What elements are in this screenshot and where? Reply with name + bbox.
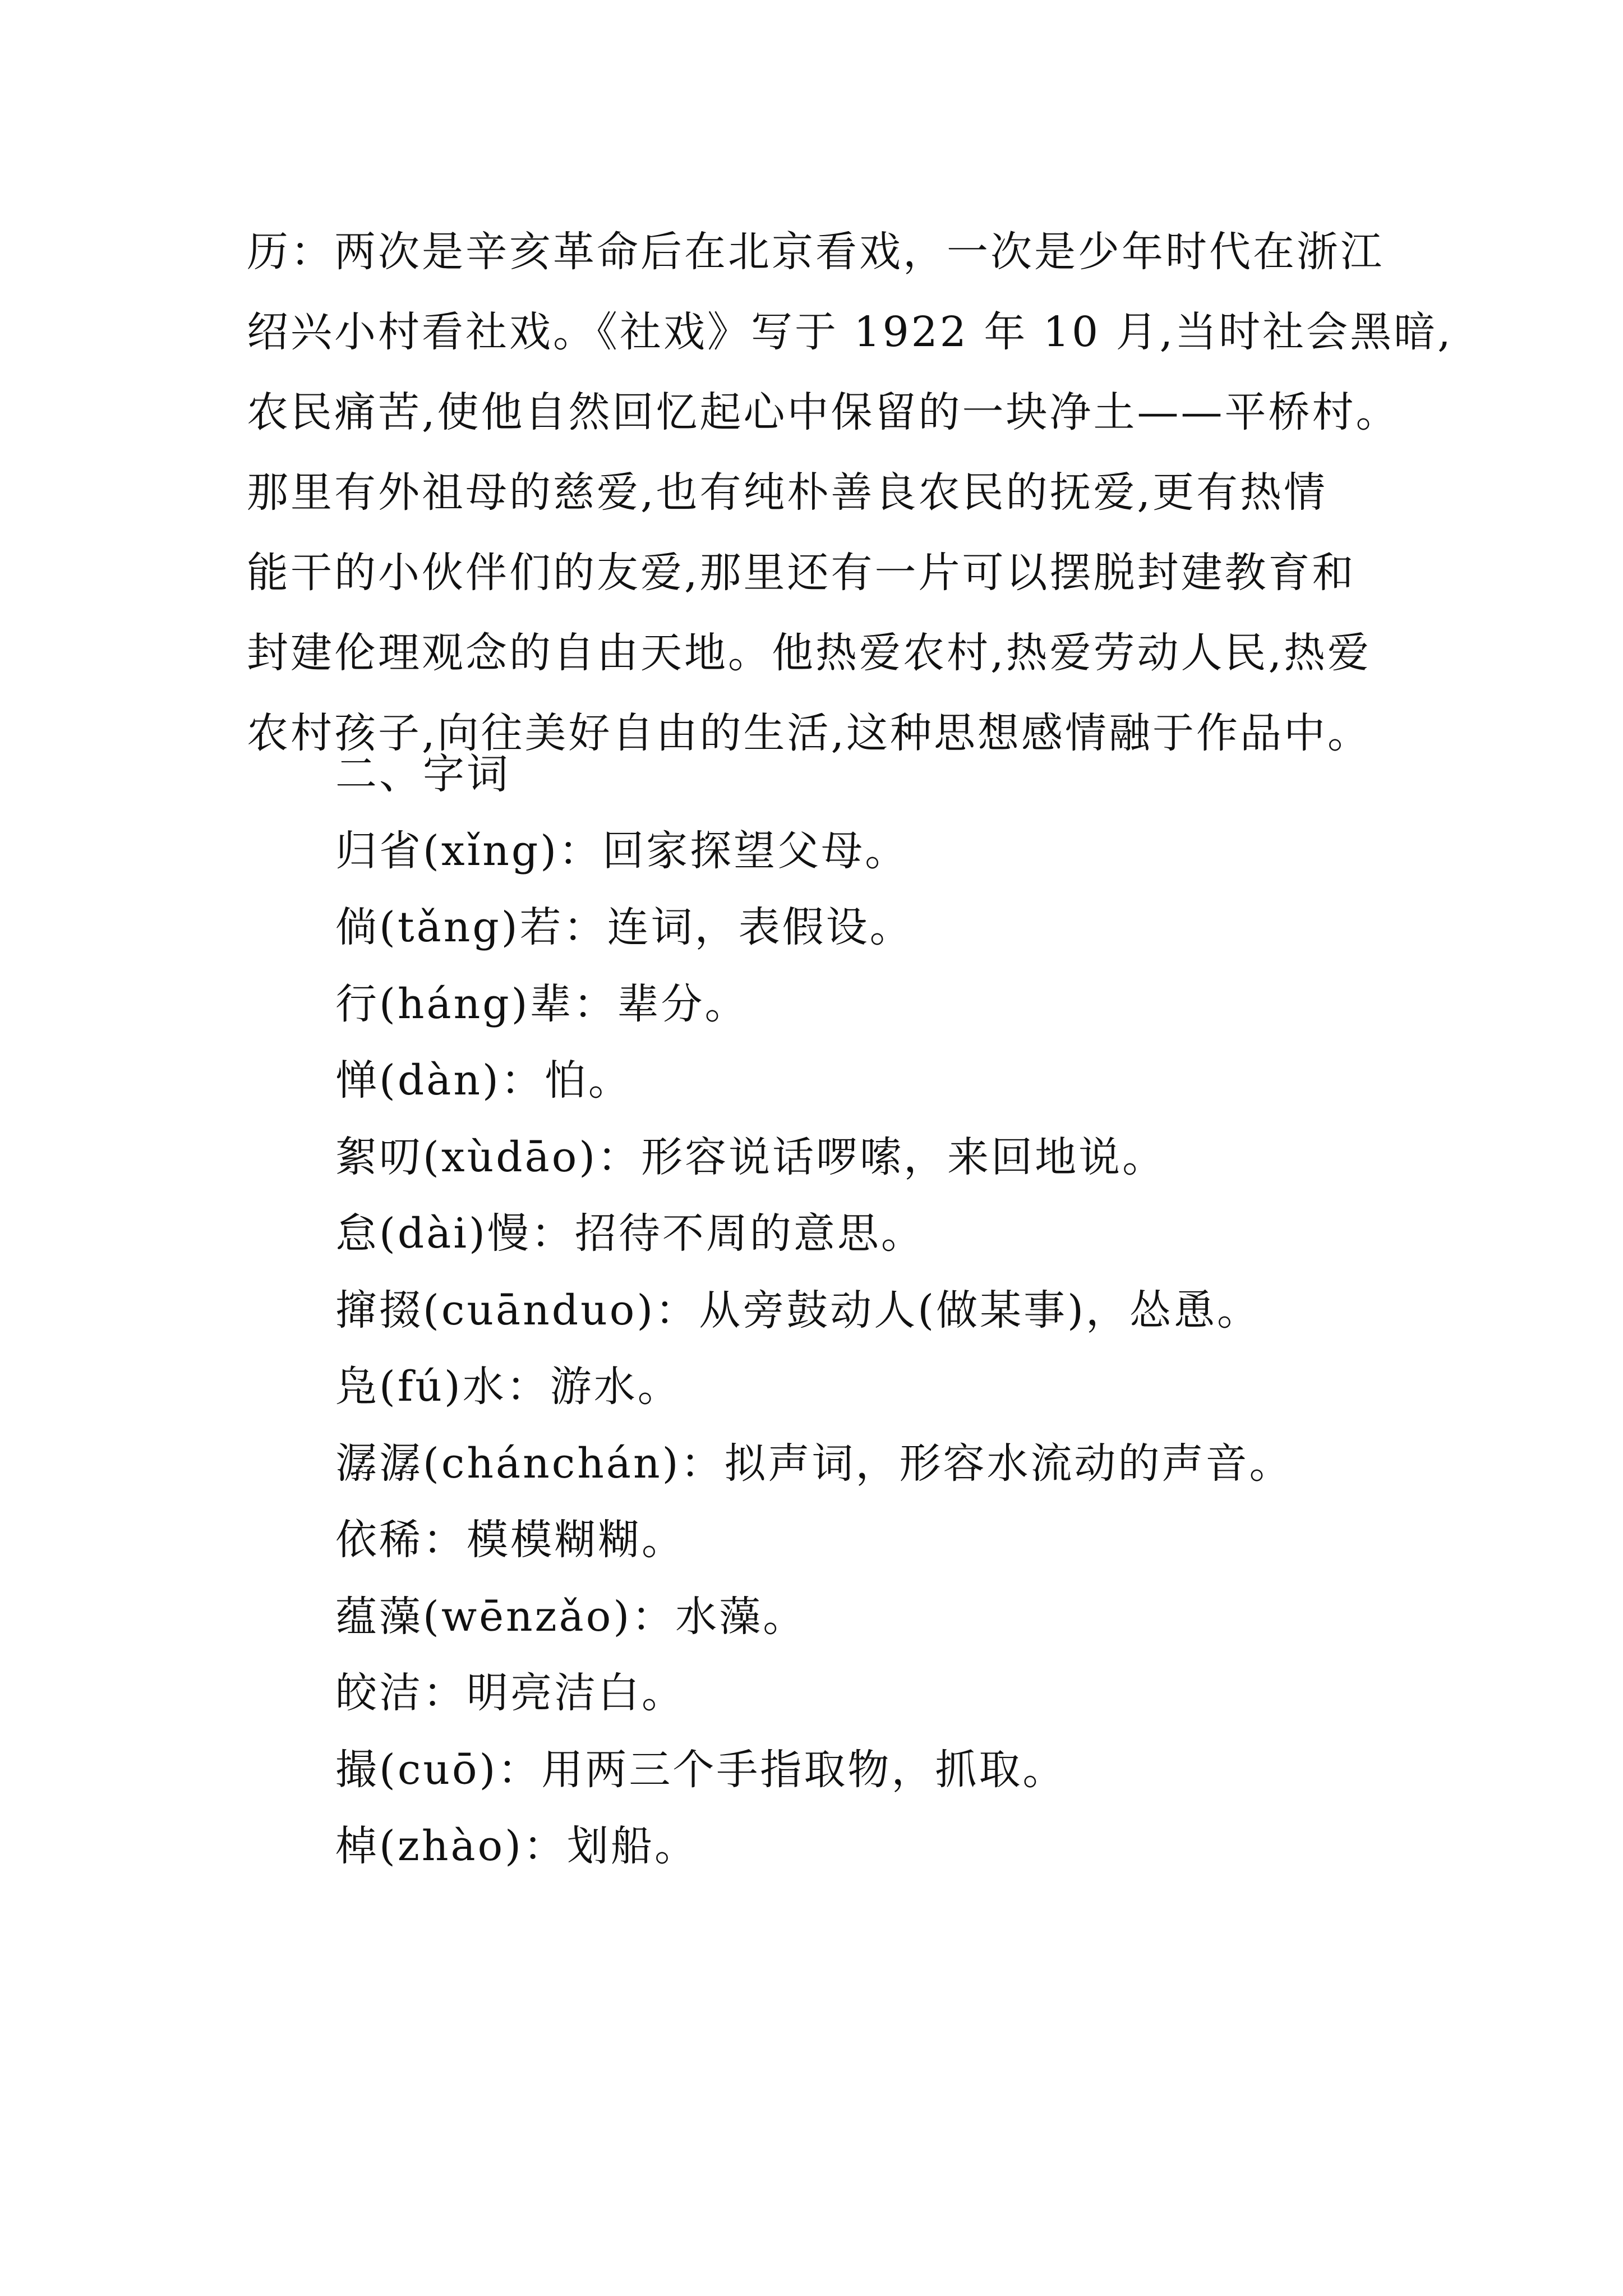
paragraph-line: 农民痛苦,使他自然回忆起心中保留的一块净土——平桥村。 (247, 388, 1400, 436)
vocab-entry: 蕴藻(wēnzǎo)：水藻。 (335, 1592, 807, 1641)
vocab-entry: 行(háng)辈：辈分。 (335, 979, 749, 1028)
vocab-entry: 撺掇(cuānduo)：从旁鼓动人(做某事)，怂恿。 (335, 1286, 1261, 1335)
paragraph-line: 历：两次是辛亥革命后在北京看戏，一次是少年时代在浙江 (247, 228, 1384, 276)
vocab-entry: 依稀：模模糊糊。 (335, 1516, 685, 1564)
intro-paragraph (247, 212, 1453, 774)
vocab-entry: 凫(fú)水：游水。 (335, 1363, 681, 1411)
vocab-entry: 絮叨(xùdāo)：形容说话啰嗦，来回地说。 (335, 1133, 1166, 1181)
vocab-entry: 撮(cuō)：用两三个手指取物，抓取。 (335, 1745, 1067, 1794)
paragraph-line: 封建伦理观念的自由天地。他热爱农村,热爱劳动人民,热爱 (247, 629, 1372, 677)
section-heading: 二、字词 (335, 750, 510, 798)
vocab-entry: 皎洁：明亮洁白。 (335, 1669, 685, 1717)
vocab-entry: 惮(dàn)：怕。 (335, 1056, 632, 1105)
paragraph-line: 绍兴小村看社戏。《社戏》写于 1922 年 10 月,当时社会黑暗, (247, 308, 1453, 356)
vocab-entry: 倘(tǎng)若：连词，表假设。 (335, 903, 914, 951)
paragraph-line: 农村孩子,向往美好自由的生活,这种思想感情融于作品中。 (247, 709, 1372, 757)
vocab-entry: 棹(zhào)：划船。 (335, 1822, 699, 1870)
paragraph-line: 那里有外祖母的慈爱,也有纯朴善良农民的抚爱,更有热情 (247, 468, 1328, 517)
vocab-entry: 怠(dài)慢：招待不周的意思。 (335, 1209, 925, 1258)
vocabulary-list (335, 736, 1401, 1885)
vocab-entry: 潺潺(chánchán)：拟声词，形容水流动的声音。 (335, 1439, 1293, 1488)
paragraph-line: 能干的小伙伴们的友爱,那里还有一片可以摆脱封建教育和 (247, 549, 1356, 597)
vocab-entry: 归省(xǐng)：回家探望父母。 (335, 826, 909, 875)
